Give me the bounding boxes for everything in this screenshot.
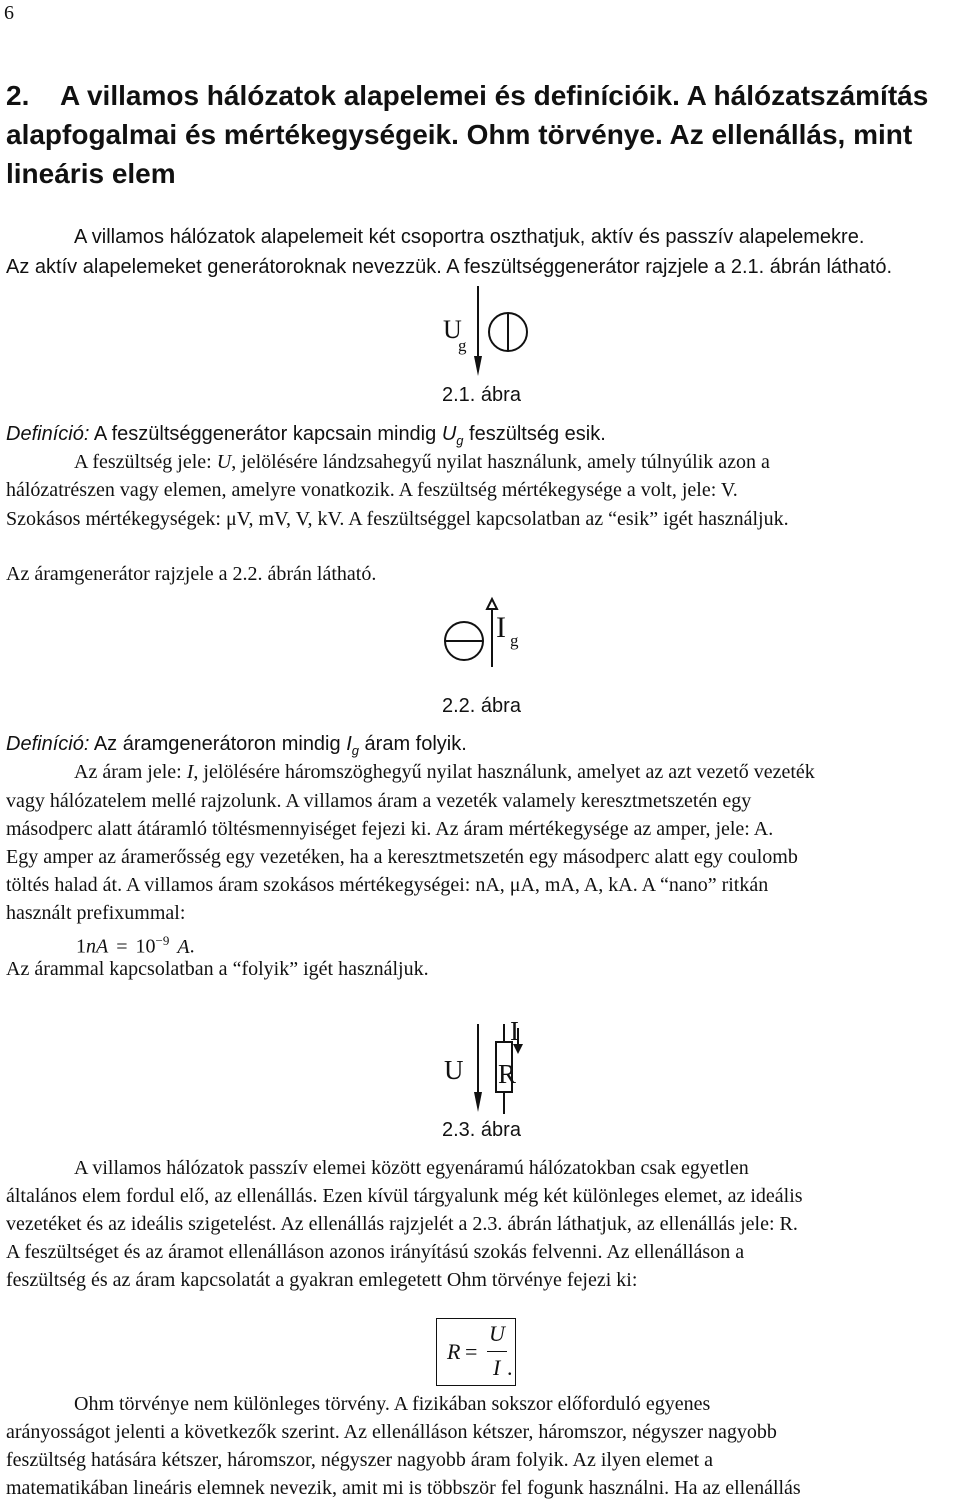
fig3-caption: 2.3. ábra bbox=[442, 1119, 521, 1141]
intro-line-1: A villamos hálózatok alapelemeit két csoportra oszthatjuk, aktív és passzív alapelemekre. bbox=[74, 226, 865, 248]
fig3-label-u: U bbox=[444, 1055, 464, 1085]
para1-line-1: A feszültség jele: U, jelölésére lándzsahegyű nyilat használunk, amely túlnyúlik azon a bbox=[74, 451, 770, 473]
heading-line-1 bbox=[6, 76, 956, 115]
para3-line-2: vagy hálózatelem mellé rajzolunk. A villamos áram a vezeték valamely keresztmetszetén egy bbox=[6, 790, 752, 812]
para3-line-6: használt prefixummal: bbox=[6, 902, 186, 924]
para1-line-3: Szokásos mértékegységek: μV, mV, V, kV. A feszültséggel kapcsolatban az “esik” igét használjuk. bbox=[6, 508, 789, 530]
fig2-caption: 2.2. ábra bbox=[442, 695, 521, 717]
para5-line-2: általános elem fordul elő, az ellenállás. Ezen kívül tárgyalunk még két különleges elemet, az ideális bbox=[6, 1185, 803, 1207]
section-number: 2. bbox=[6, 80, 30, 111]
para4: Az árammal kapcsolatban a “folyik” igét használjuk. bbox=[6, 958, 429, 980]
formula-nano: $1nA = 10^{-9}$ A. bbox=[76, 933, 195, 958]
heading-line-2: alapfogalmai és mértékegységeik. Ohm törvénye. Az ellenállás, mint bbox=[6, 119, 913, 150]
ohm-formula-box bbox=[436, 1318, 516, 1386]
ohm-numerator: U bbox=[489, 1321, 505, 1346]
fig2-label-i: I bbox=[496, 611, 506, 644]
para2: Az áramgenerátor rajzjele a 2.2. ábrán látható. bbox=[6, 563, 377, 585]
para1-line-2: hálózatrészen vagy elemen, amelyre vonatkozik. A feszültség mértékegysége a volt, jele: V. bbox=[6, 479, 738, 501]
fig2-label-sub: g bbox=[510, 631, 519, 650]
heading-line-3: lineáris elem bbox=[6, 158, 176, 189]
para6-line-4: matematikában lineáris elemnek nevezik, amit mi is többször fel fogunk használni. Ha az ellenállás bbox=[6, 1477, 801, 1499]
para3-line-4: Egy amper az áramerősség egy vezetéken, ha a keresztmetszetén egy másodperc alatt egy coulomb bbox=[6, 846, 798, 868]
definition-2: Definíció: Az áramgenerátoron mindig $I_g$ áram folyik. bbox=[6, 733, 467, 758]
heading-text-1: A villamos hálózatok alapelemei és definícióik. A hálózatszámítás bbox=[60, 80, 929, 111]
para5-line-5: feszültség és az áram kapcsolatát a gyakran emlegetett Ohm törvénye fejezi ki: bbox=[6, 1269, 638, 1291]
fig1-caption: 2.1. ábra bbox=[442, 384, 521, 406]
fig3-label-i: I bbox=[510, 1016, 519, 1046]
section-heading bbox=[6, 76, 956, 193]
ohm-denominator: I bbox=[493, 1355, 501, 1380]
para5-line-3: vezetéket és az ideális szigetelést. Az ellenállás rajzjelét a 2.3. ábrán láthatjuk, az ellenállás jele: R. bbox=[6, 1213, 798, 1235]
fig3-label-r: R bbox=[498, 1059, 517, 1089]
fig1-label-sub: g bbox=[458, 336, 467, 355]
para3-line-5: töltés halad át. A villamos áram szokásos mértékegységei: nA, μA, mA, A, kA. A “nano” ritkán bbox=[6, 874, 769, 896]
fig1-label-u: U bbox=[443, 315, 462, 344]
para5-line-1: A villamos hálózatok passzív elemei között egyenáramú hálózatokban csak egyetlen bbox=[74, 1157, 749, 1179]
definition-1: Definíció: A feszültséggenerátor kapcsain mindig $U_g$ feszültség esik. bbox=[6, 423, 606, 448]
ohm-fraction-bar bbox=[487, 1351, 507, 1352]
para3-line-3: másodperc alatt átáramló töltésmennyiséget fejezi ki. Az áram mértékegysége az amper, jele: A. bbox=[6, 818, 774, 840]
page-number: 6 bbox=[4, 2, 14, 24]
ohm-lhs: R bbox=[447, 1339, 461, 1364]
para5-line-4: A feszültséget és az áramot ellenálláson azonos irányítású szokás felvenni. Az ellenálláson a bbox=[6, 1241, 745, 1263]
para6-line-1: Ohm törvénye nem különleges törvény. A fizikában sokszor előforduló egyenes bbox=[74, 1393, 711, 1415]
ohm-eq: = bbox=[465, 1339, 478, 1364]
para3-line-1: Az áram jele: I, jelölésére háromszöghegyű nyilat használunk, amelyet az azt vezető vezeték bbox=[74, 761, 815, 783]
voltage-source-symbol bbox=[470, 286, 530, 376]
ohm-end: . bbox=[507, 1355, 513, 1380]
para6-line-3: feszültség hatására kétszer, háromszor, négyszer nagyobb áram folyik. Az ilyen elemet a bbox=[6, 1449, 714, 1471]
intro-line-2: Az aktív alapelemeket generátoroknak nevezzük. A feszültséggenerátor rajzjele a 2.1. ábrán látható. bbox=[6, 256, 893, 278]
para6-line-2: arányosságot jelenti a következők szerint. Az ellenálláson kétszer, háromszor, négyszer nagyobb bbox=[6, 1421, 777, 1443]
current-source-symbol bbox=[442, 597, 502, 667]
